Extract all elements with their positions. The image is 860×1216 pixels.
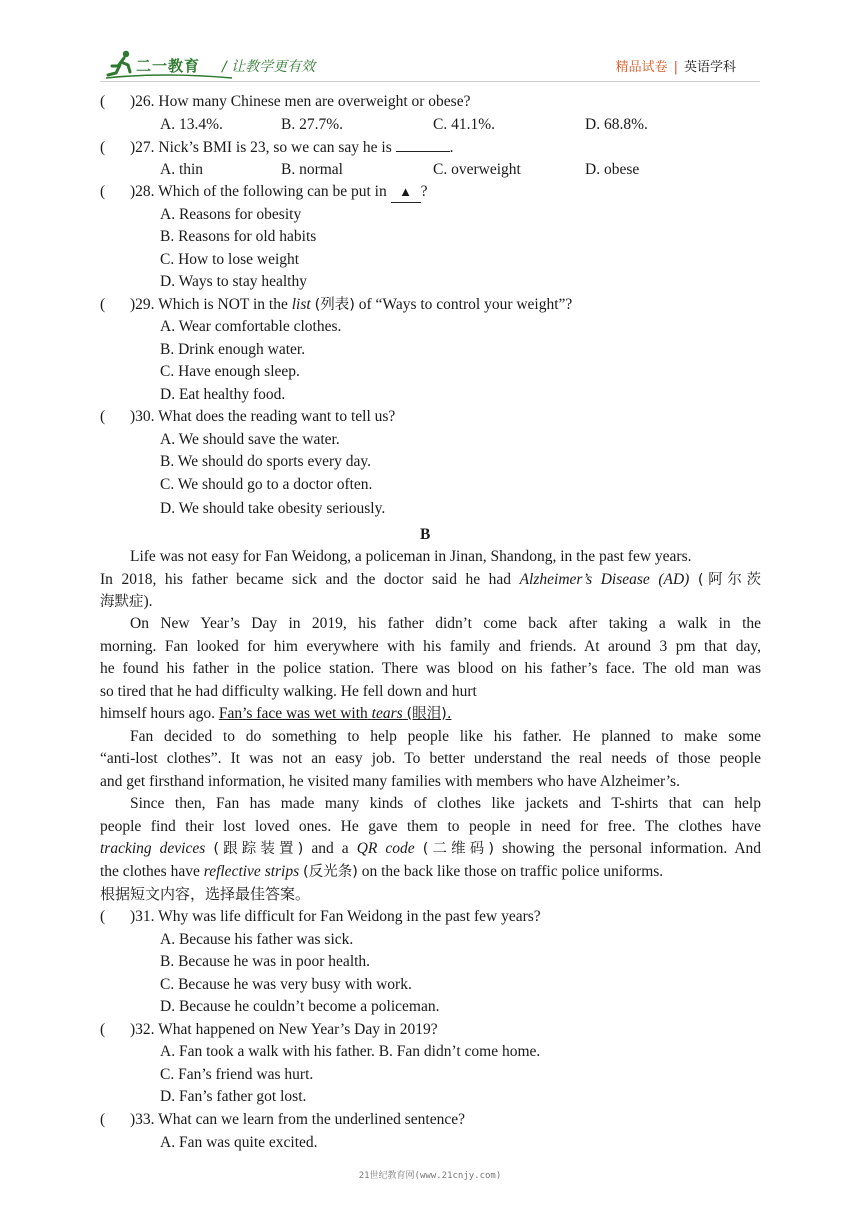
option-30d: D. We should take obesity seriously. (160, 500, 386, 517)
option-29b: B. Drink enough water. (160, 341, 306, 358)
p2-line4: so tired that he had difficulty walking. He fell down and hurt (100, 683, 477, 700)
p4-line4 (100, 862, 663, 882)
question-end: of “Ways to control your weight”? (358, 296, 573, 313)
p4-cn-gloss3: (反光条) (303, 864, 358, 880)
answer-paren: ( (100, 296, 106, 313)
question-text: )29. Which is NOT in the (130, 296, 288, 313)
p4-italic-term2: QR code (356, 840, 415, 857)
p4-text-end: showing the personal information. And (502, 840, 762, 857)
option-27d: D. obese (585, 161, 640, 178)
p2-line2: morning. Fan looked for him everywhere with his family and friends. At around 3 pm that day, (100, 638, 761, 655)
p4-line3 (100, 839, 761, 859)
p4-cn-gloss2: (二维码) (422, 841, 495, 857)
option-28d: D. Ways to stay healthy (160, 273, 307, 290)
p4-italic-term3: reflective strips (203, 863, 300, 880)
p1-cn-gloss: (阿尔茨 (697, 572, 761, 588)
option-28c: C. How to lose weight (160, 251, 300, 268)
underlined-text: Fan’s face was wet with (218, 705, 368, 722)
question-end: ? (420, 183, 428, 200)
p2-line1: On New Year’s Day in 2019, his father didn’t come back after taking a walk in the (130, 615, 761, 632)
question-text: )26. How many Chinese men are overweight or obese? (130, 93, 471, 110)
p1-italic-term: Alzheimer’s Disease (AD) (519, 571, 690, 588)
p4-line2: people find their lost loved ones. He gave them to people in need for free. The clothes have (100, 818, 761, 835)
option-28b: B. Reasons for old habits (160, 228, 317, 245)
option-33a: A. Fan was quite excited. (160, 1134, 318, 1151)
question-text: )28. Which of the following can be put in (130, 183, 387, 200)
option-26d: D. 68.8%. (585, 116, 648, 133)
question-text: )33. What can we learn from the underlined sentence? (130, 1111, 465, 1128)
option-30b: B. We should do sports every day. (160, 453, 371, 470)
answer-blank (396, 137, 450, 152)
option-32ab: A. Fan took a walk with his father. B. Fan didn’t come home. (160, 1043, 541, 1060)
answer-paren: ( (100, 908, 106, 925)
question-33 (100, 1110, 465, 1130)
question-26 (100, 92, 470, 112)
p4-text-end: on the back like those on traffic police uniforms. (361, 863, 664, 880)
p3-line2: “anti-lost clothes”. It was not an easy job. To better understand the real needs of those people (100, 750, 761, 767)
page-footer: 21世纪教育网(www.21cnjy.com) (358, 1171, 502, 1181)
p4-italic-term1: tracking devices (100, 840, 206, 857)
p1-line2 (100, 570, 761, 590)
header-divider (100, 81, 760, 82)
question-30 (100, 407, 395, 427)
option-26a: A. 13.4%. (160, 116, 223, 133)
answer-paren: ( (100, 183, 106, 200)
question-text: )27. Nick’s BMI is 23, so we can say he is (130, 139, 392, 156)
triangle-blank-icon: ▲ (391, 182, 421, 203)
option-27b: B. normal (281, 161, 343, 178)
p2-line3: he found his father in the police station. There was blood on his father’s face. The old man was (100, 660, 761, 677)
question-31 (100, 907, 541, 927)
question-italic-word: list (291, 296, 311, 313)
underlined-sentence (219, 705, 452, 722)
p4-text: the clothes have (100, 863, 200, 880)
question-end: . (449, 139, 454, 156)
question-text: )32. What happened on New Year’s Day in 2019? (130, 1021, 438, 1038)
header-separator: | (673, 60, 678, 75)
option-32c: C. Fan’s friend was hurt. (160, 1066, 314, 1083)
option-28a: A. Reasons for obesity (160, 206, 302, 223)
option-31d: D. Because he couldn’t become a policeman. (160, 998, 440, 1015)
p4-cn-gloss1: (跟踪装置) (213, 841, 304, 857)
p4-text: and a (311, 840, 349, 857)
p2-line5 (100, 704, 451, 724)
slogan: / 让教学更有效 (222, 59, 316, 75)
underlined-cn-gloss: (眼泪). (406, 706, 452, 722)
answer-paren: ( (100, 93, 106, 110)
option-26b: B. 27.7%. (281, 116, 343, 133)
option-27c: C. overweight (433, 161, 521, 178)
p3-line3: and get firsthand information, he visited many families with members who have Alzheimer’s. (100, 773, 680, 790)
option-29c: C. Have enough sleep. (160, 363, 300, 380)
question-32 (100, 1020, 438, 1040)
p1-line3 (100, 592, 153, 612)
p4-line1: Since then, Fan has made many kinds of clothes like jackets and T-shirts that can help (130, 795, 761, 812)
option-27a: A. thin (160, 161, 204, 178)
question-text: )31. Why was life difficult for Fan Weidong in the past few years? (130, 908, 541, 925)
question-29 (100, 295, 572, 315)
answer-paren: ( (100, 1111, 106, 1128)
brand-name: 二一教育 (136, 57, 201, 75)
p1-line1: Life was not easy for Fan Weidong, a policeman in Jinan, Shandong, in the past few years. (130, 548, 692, 565)
p2-text: himself hours ago. (100, 705, 215, 722)
question-28 (100, 182, 427, 203)
answer-paren: ( (100, 139, 106, 156)
underlined-italic: tears (371, 705, 403, 722)
p1-text: In 2018, his father became sick and the doctor said he had (100, 571, 512, 588)
option-26c: C. 41.1%. (433, 116, 495, 133)
section-title: B (420, 526, 431, 543)
question-text: )30. What does the reading want to tell us? (130, 408, 396, 425)
option-30a: A. We should save the water. (160, 431, 340, 448)
paper-type: 精品试卷 (615, 60, 668, 75)
option-31c: C. Because he was very busy with work. (160, 976, 412, 993)
answer-paren: ( (100, 1021, 106, 1038)
option-31a: A. Because his father was sick. (160, 931, 354, 948)
instruction: 根据短文内容，选择最佳答案。 (100, 885, 311, 903)
option-29a: A. Wear comfortable clothes. (160, 318, 342, 335)
p1-end: ). (143, 593, 153, 610)
header-right (616, 56, 736, 75)
option-32d: D. Fan’s father got lost. (160, 1088, 307, 1105)
question-27 (100, 137, 454, 158)
p1-cn-gloss-end: 海默症 (100, 594, 144, 610)
p3-line1: Fan decided to do something to help people like his father. He planned to make some (130, 728, 761, 745)
option-30c: C. We should go to a doctor often. (160, 476, 373, 493)
option-31b: B. Because he was in poor health. (160, 953, 371, 970)
answer-paren: ( (100, 408, 106, 425)
page-header (100, 44, 760, 84)
question-cn-gloss: (列表) (314, 297, 355, 313)
subject-label: 英语学科 (683, 60, 736, 75)
option-29d: D. Eat healthy food. (160, 386, 286, 403)
